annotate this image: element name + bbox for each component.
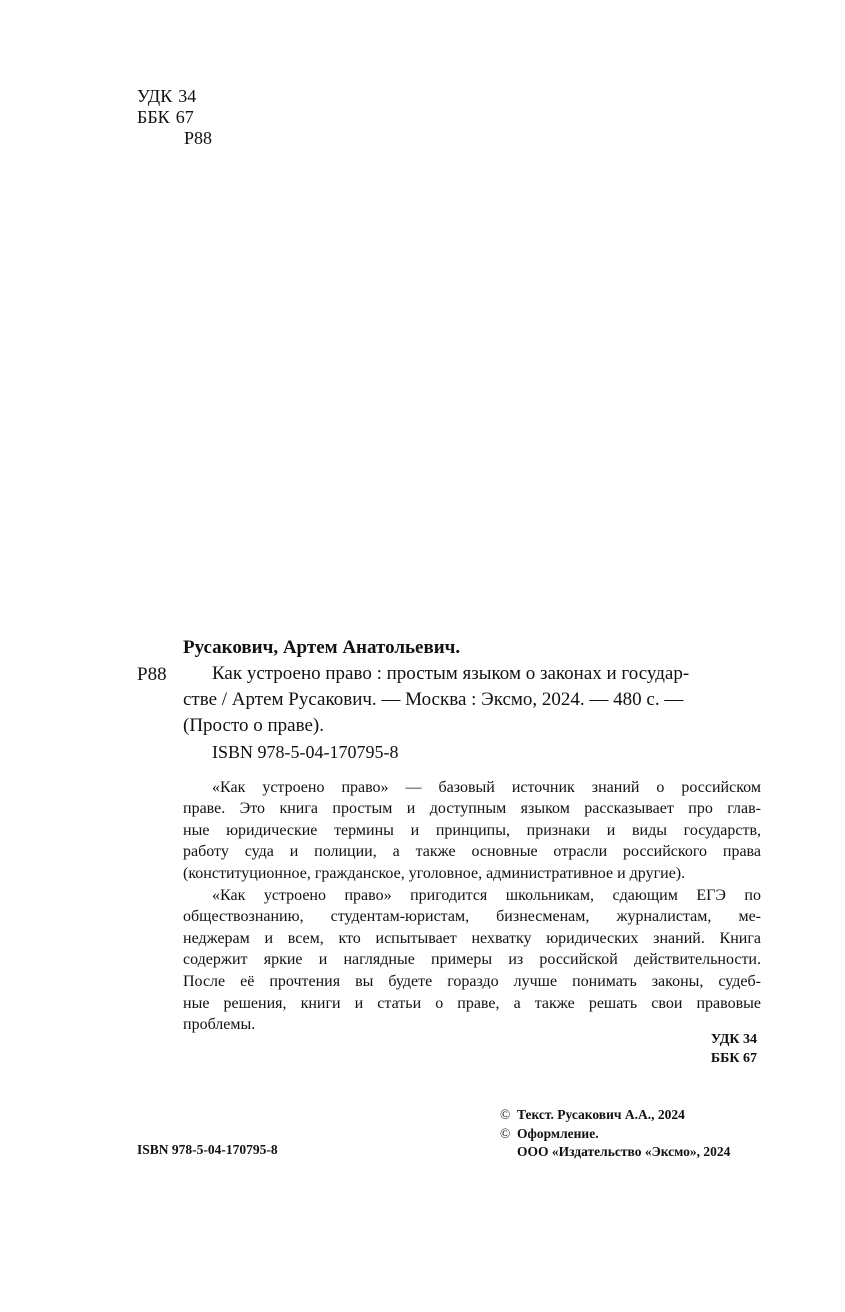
annotation-line: «Как устроено право» пригодится школьникам, сдающим ЕГЭ по (212, 887, 761, 904)
title-line: Как устроено право : простым языком о законах и государ- (212, 663, 690, 684)
udk-top-label: УДК (137, 86, 173, 106)
udk-top (137, 86, 196, 107)
annotation-line: «Как устроено право» — базовый источник знаний о российском (212, 779, 761, 796)
author-heading: Русакович, Артем Анатольевич. (183, 637, 461, 658)
bbk-top (137, 107, 194, 128)
title-line: (Просто о праве). (183, 715, 324, 736)
author-mark-top: Р88 (184, 128, 213, 148)
annotation-line: праве. Это книга простым и доступным языком рассказывает про глав- (183, 800, 761, 817)
copyright-text-line: Текст. Русакович А.А., 2024 (517, 1107, 685, 1122)
annotation-line: проблемы. (183, 1016, 256, 1033)
isbn-record: ISBN 978-5-04-170795-8 (212, 742, 399, 762)
copyright-text (500, 1105, 685, 1125)
author-mark: Р88 (137, 664, 167, 685)
copyright-sign: © (500, 1107, 511, 1122)
annotation-line: неджерам и всем, кто испытывает нехватку юридических знаний. Книга (183, 930, 761, 947)
udk-top-value: 34 (178, 86, 197, 106)
copyright-sign: © (500, 1126, 511, 1141)
annotation-line: содержит яркие и наглядные примеры из российской действительности. (183, 951, 761, 968)
annotation-line: ные юридические термины и принципы, признаки и виды государств, (183, 822, 761, 839)
copyright-design (500, 1124, 599, 1144)
annotation-line: После её прочтения вы будете гораздо лучше понимать законы, судеб- (183, 973, 761, 990)
bbk-bottom: ББК 67 (710, 1051, 757, 1066)
annotation-line: ные решения, книги и статьи о праве, а также решать свои правовые (183, 995, 761, 1012)
bbk-top-value: 67 (175, 107, 194, 127)
copyright-publisher: ООО «Издательство «Эксмо», 2024 (517, 1144, 731, 1159)
annotation-line: (конституционное, гражданское, уголовное, административное и другие). (183, 865, 686, 882)
copyright-design-line: Оформление. (517, 1126, 599, 1141)
isbn-bottom: ISBN 978-5-04-170795-8 (137, 1142, 278, 1157)
annotation-line: обществознанию, студентам-юристам, бизнесменам, журналистам, ме- (183, 908, 761, 925)
annotation-line: работу суда и полиции, а также основные отрасли российского права (183, 843, 761, 860)
title-line: стве / Артем Русакович. — Москва : Эксмо, 2024. — 480 с. — (183, 689, 684, 710)
udk-bottom: УДК 34 (710, 1032, 757, 1047)
bbk-top-label: ББК (137, 107, 170, 127)
